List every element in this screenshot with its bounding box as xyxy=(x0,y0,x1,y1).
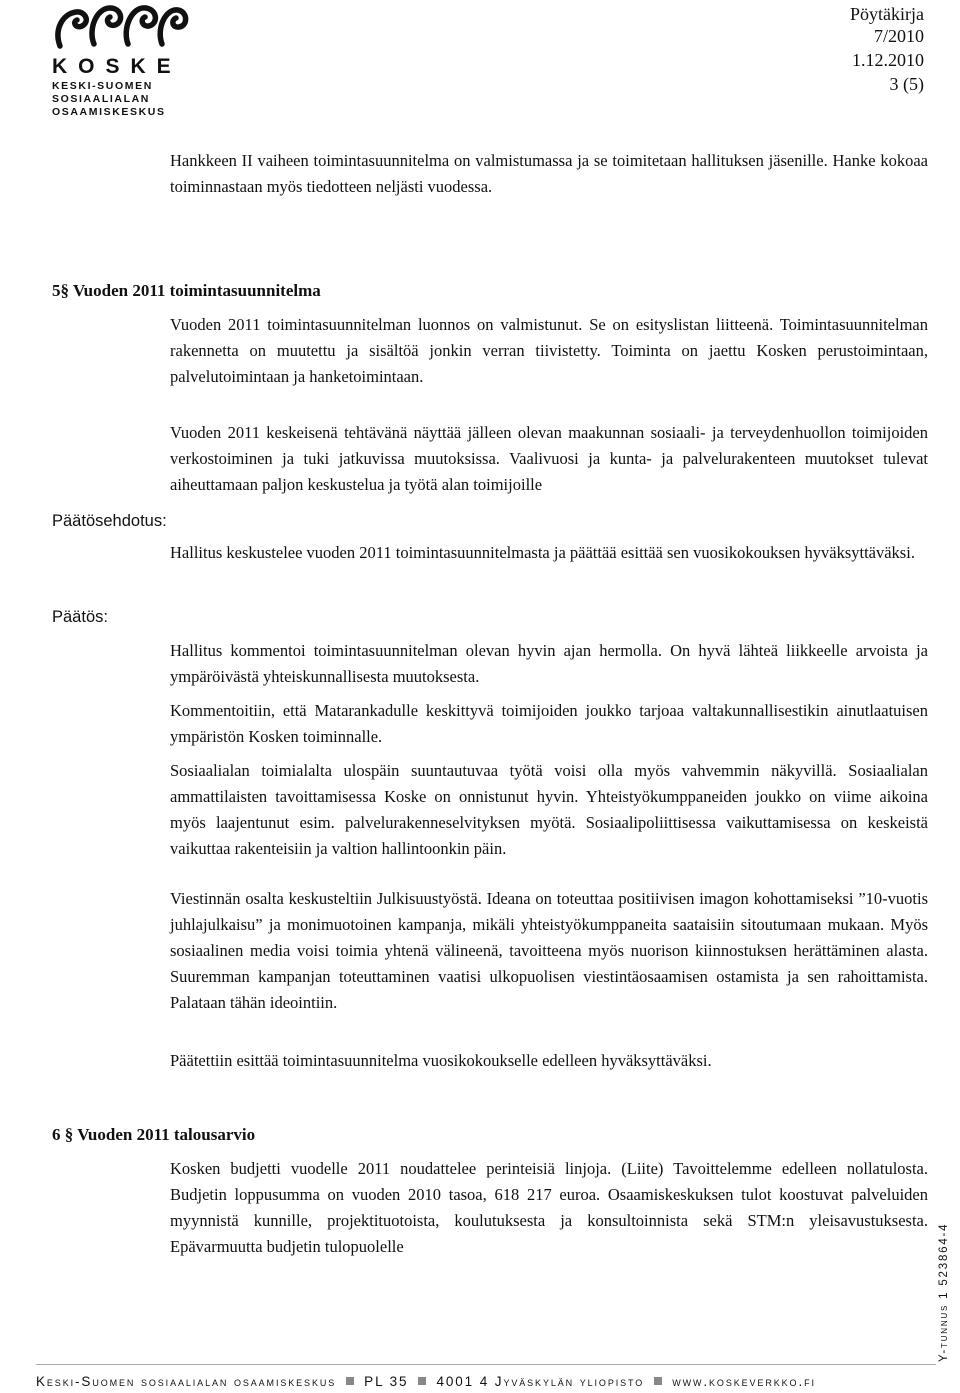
section-6-paragraph-1: Kosken budjetti vuodelle 2011 noudattelee perinteisiä linjoja. (Liite) Tavoittelemme edelleen nollatulosta. Budjetin loppusumma on vuoden 2010 tasoa, 618 217 euroa. Osaamiskeskuksen tulot koostuvat palveluiden myynnistä kunnille, projektituotoista, koulutuksesta ja konsultoinnista sekä STM:n yleisavustuksesta. Epävarmuutta budjetin tulopuolelle xyxy=(170,1159,928,1256)
section-5-paragraph-2: Vuoden 2011 keskeisenä tehtävänä näyttää jälleen olevan maakunnan sosiaali- ja terveydenhuollon toimijoiden verkostoiminen ja tuki jatkuvissa muutoksissa. Vaalivuosi ja kunta- ja palvelurakenteen muutokset tulevat aiheuttamaan paljon keskustelua ja työtä alan toimijoille xyxy=(170,423,928,494)
footer-rule xyxy=(36,1364,936,1365)
decision-paragraph-5: Päätettiin esittää toimintasuunnitelma vuosikokoukselle edelleen hyväksyttäväksi. xyxy=(170,1051,712,1070)
logo-subtitle-1: KESKI-SUOMEN xyxy=(52,80,153,92)
intro-paragraph: Hankkeen II vaiheen toimintasuunnitelma on valmistumassa ja se toimitetaan hallituksen jäsenille. Hanke kokoaa toiminnastaan myös tiedotteen neljästi vuodessa. xyxy=(170,151,928,196)
footer-city: 4001 4 Jyväskylän yliopisto xyxy=(436,1373,645,1389)
section-6-heading: 6 § Vuoden 2011 talousarvio xyxy=(52,1125,256,1144)
decision-label: Päätös: xyxy=(52,608,108,626)
footer-website-link[interactable]: www.koskeverkko.fi xyxy=(672,1373,816,1389)
business-id-vertical-text: Y-tunnus 1 523864-4 xyxy=(938,1222,950,1362)
footer-separator-square-icon xyxy=(654,1377,662,1385)
logo-subtitle-3: OSAAMISKESKUS xyxy=(52,106,166,118)
decision-paragraph-4: Viestinnän osalta keskusteltiin Julkisuustyöstä. Ideana on toteuttaa positiivisen imagon kohottamiseksi ”10-vuotis juhlajulkaisu” ja monimuotoinen kampanja, mikäli yhteistyökumppaneita saataisiin sitoutumaan mukaan. Myös sosiaalinen media voisi toimia yhtenä välineenä, tavoitteena myös nuorison kiinnostuksen herättäminen alasta. Suuremman kampanjan toteuttaminen vaatisi ulkopuolisen viestintäosaamisen ostamista ja sen rahoittamista. Palataan tähän ideointiin. xyxy=(170,889,928,1012)
doc-date: 1.12.2010 xyxy=(852,50,924,70)
proposal-text: Hallitus keskustelee vuoden 2011 toimintasuunnitelmasta ja päättää esittää sen vuosikokouksen hyväksyttäväksi. xyxy=(170,543,915,562)
decision-paragraph-1: Hallitus kommentoi toimintasuunnitelman olevan hyvin ajan hermolla. On hyvä lähteä liikkeelle arvoista ja ympäröivästä yhteiskunnallisesta muutoksesta. xyxy=(170,641,928,686)
logo-subtitle-2: SOSIAALIALAN xyxy=(52,93,150,105)
decision-paragraph-3: Sosiaalialan toimialalta ulospäin suuntautuvaa työtä voisi olla myös vahvemmin näkyvillä. Sosiaalialan ammattilaisten tavoittamisessa Koske on onnistunut hyvin. Yhteistyökumppaneiden joukko on viime aikoina myös laajentunut esim. palvelurakenneselvityksen myötä. Sosiaalipoliittisessa vaikuttamisessa on keskeistä vaikuttaa rakenteisiin ja valtion hallintoonkin päin. xyxy=(170,761,928,858)
spiral-ornament-icon xyxy=(52,0,192,52)
section-5-heading: 5§ Vuoden 2011 toimintasuunnitelma xyxy=(52,281,321,300)
footer xyxy=(36,1372,952,1390)
decision-paragraph-2: Kommentoitiin, että Matarankadulle keskittyvä toimijoiden joukko tarjoaa valtakunnallisestikin ainutlaatuisen ympäristön Kosken toiminnalle. xyxy=(170,701,928,746)
page-number: 3 (5) xyxy=(889,74,924,94)
doc-type: Pöytäkirja xyxy=(850,4,924,24)
footer-po-box: PL 35 xyxy=(364,1373,409,1389)
proposal-label: Päätösehdotus: xyxy=(52,512,167,530)
footer-separator-square-icon xyxy=(346,1377,354,1385)
footer-org: Keski-Suomen sosiaalialan osaamiskeskus xyxy=(36,1373,337,1389)
koske-logo xyxy=(52,0,192,120)
logo-wordmark: KOSKE xyxy=(52,55,182,78)
section-5-paragraph-1: Vuoden 2011 toimintasuunnitelman luonnos on valmistunut. Se on esityslistan liitteenä. Toimintasuunnitelman rakennetta on muutettu ja sisältöä jonkin verran tiivistetty. Toiminta on jaettu Kosken perustoimintaan, palvelutoimintaan ja hanketoimintaan. xyxy=(170,315,928,386)
doc-number: 7/2010 xyxy=(873,26,924,46)
footer-separator-square-icon xyxy=(418,1377,426,1385)
